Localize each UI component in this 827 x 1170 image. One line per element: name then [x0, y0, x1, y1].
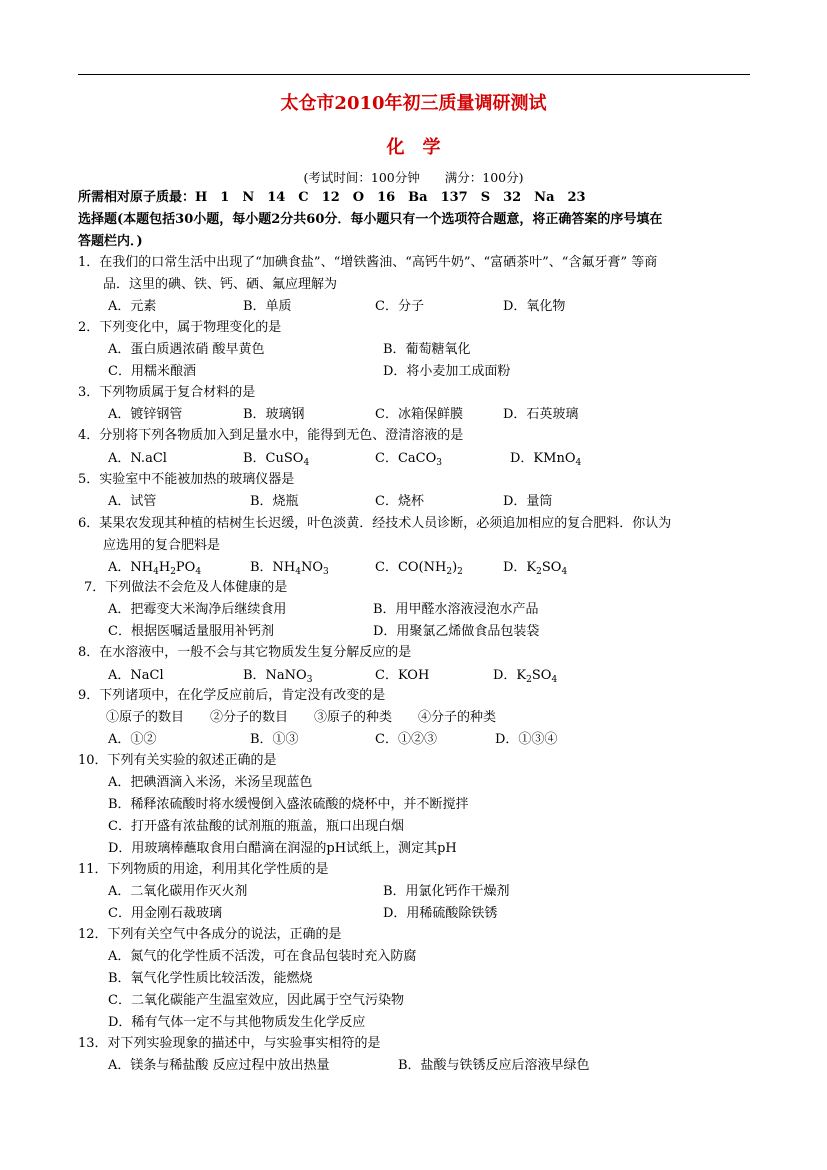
formula-part: PO	[175, 560, 196, 575]
formula-part: SO	[541, 560, 562, 575]
q9-option-a: A．①②	[108, 732, 157, 747]
q3-option-a: A．镀锌钢管	[108, 407, 183, 422]
subscript: 3	[436, 458, 442, 468]
q2-option-c: C．用糯米酿酒	[108, 364, 196, 379]
subscript: 4	[295, 567, 301, 577]
subscript: 3	[323, 567, 329, 577]
q8-option-b	[243, 666, 312, 686]
question-5-stem: 5．实验室中不能被加热的玻璃仪器是	[78, 472, 295, 487]
instructions-line-1: 选择题(本题包括30小题，每小题2分共60分．每小题只有一个选项符合题意，将正确答案的序号填在	[78, 212, 663, 227]
q5-option-d: D．量筒	[503, 494, 553, 509]
instructions-line-2: 答题栏内．)	[78, 234, 143, 249]
q1-option-c: C．分子	[375, 299, 424, 314]
q4-option-b-text: B．CuSO	[243, 451, 304, 466]
q8-option-d	[493, 666, 557, 686]
q10-option-c: C．打开盛有浓盐酸的试剂瓶的瓶盖，瓶口出现白烟	[108, 819, 404, 834]
q6-option-c-text: C．CO(NH	[375, 560, 447, 575]
subscript: 2	[446, 567, 453, 577]
subscript: 4	[551, 675, 558, 685]
q10-option-b: B．稀释浓硫酸时将水缓慢倒入盛浓硫酸的烧杯中，并不断搅拌	[108, 797, 469, 812]
q4-option-d	[510, 449, 581, 469]
subscript: 4	[575, 458, 582, 468]
q13-option-b: B．盐酸与铁锈反应后溶液早绿色	[398, 1058, 590, 1073]
q1-option-d: D．氧化物	[503, 299, 566, 314]
header-rule	[78, 74, 750, 75]
question-8-stem: 8．在水溶液中，一般不会与其它物质发生复分解反应的是	[78, 645, 412, 660]
q6-option-c: C．$CO(NH_2)_2$	[375, 560, 463, 577]
q7-option-a: A．把霉变大米淘净后继续食用	[108, 602, 287, 617]
question-9-stem: 9．下列诸项中，在化学反应前后，肯定没有改变的是	[78, 688, 386, 703]
q4-option-d-text: D．KMnO	[510, 451, 576, 466]
question-2-stem: 2．下列变化中，属于物理变化的是	[78, 320, 282, 335]
q12-option-d: D．稀有气体一定不与其他物质发生化学反应	[108, 1015, 366, 1030]
subscript: 4	[561, 567, 568, 577]
q11-option-b: B．用氯化钙作干燥剂	[383, 884, 510, 899]
q8-option-d-text: D．K	[493, 668, 527, 683]
question-6-stem: 6．某果农发现其种植的桔树生长迟缓，叶色淡黄．经技术人员诊断，必须追加相应的复合肥料．你认为	[78, 516, 672, 531]
q9-option-d: D．①③④	[495, 732, 558, 747]
q12-option-c: C．二氧化碳能产生温室效应，因此属于空气污染物	[108, 993, 404, 1008]
q6-option-b	[250, 558, 329, 578]
q9-option-b: B．①③	[250, 732, 299, 747]
q5-option-a: A．试管	[108, 494, 157, 509]
q1-option-b: B．单质	[243, 299, 292, 314]
page-title: 太仓市2010年初三质量调研测试	[280, 93, 547, 114]
subscript: 3	[306, 675, 313, 685]
q12-option-a: A．氮气的化学性质不活泼，可在食品包装时充入防腐	[108, 949, 417, 964]
question-11-stem: 11．下列物质的用途，利用其化学性质的是	[78, 862, 329, 877]
question-12-stem: 12．下列有关空气中各成分的说法，正确的是	[78, 927, 342, 942]
q8-option-c: C．KOH	[375, 668, 430, 683]
question-9-items: ①原子的数目 ②分子的数目 ③原子的种类 ④分子的种类	[106, 710, 497, 725]
subscript: 2	[457, 567, 463, 577]
subscript: 4	[303, 458, 310, 468]
formula-part: SO	[531, 668, 552, 683]
q6-option-a: A．$NH_4H_2PO_4$	[108, 560, 202, 577]
q7-option-b: B．用甲醛水溶液浸泡水产品	[373, 602, 539, 617]
question-13-stem: 13．对下列实验现象的描述中，与实验事实相符的是	[78, 1036, 381, 1051]
q6-option-d	[503, 558, 567, 578]
q3-option-b: B．玻璃钢	[243, 407, 305, 422]
q7-option-c: C．根据医嘱适量服用补钙剂	[108, 624, 274, 639]
question-6-stem-cont: 应选用的复合肥料是	[103, 538, 221, 553]
q5-option-c: C．烧杯	[375, 494, 424, 509]
q13-option-a: A．镁条与稀盐酸 反应过程中放出热量	[108, 1058, 330, 1073]
question-1-stem-cont: 品．这里的碘、铁、钙、硒、氟应理解为	[103, 277, 338, 292]
q2-option-d: D．将小麦加工成面粉	[383, 364, 511, 379]
q11-option-c: C．用金刚石裁玻璃	[108, 906, 222, 921]
question-7-stem: 7．下列做法不会危及人体健康的是	[84, 580, 288, 595]
q7-option-d: D．用聚氯乙烯做食品包装袋	[373, 624, 540, 639]
q2-option-b: B．葡萄糖氧化	[383, 342, 471, 357]
q4-option-b	[243, 449, 309, 469]
subscript: 2	[526, 675, 532, 685]
formula-part: NO	[301, 560, 324, 575]
subscript: 4	[153, 567, 159, 577]
q8-option-a: A．NaCl	[108, 668, 164, 683]
q6-option-d-text: D．K	[503, 560, 537, 575]
q3-option-c: C．冰箱保鲜膜	[375, 407, 463, 422]
question-3-stem: 3．下列物质属于复合材料的是	[78, 385, 256, 400]
q6-option-b-text: B．NH	[250, 560, 296, 575]
q6-option-a-text: A．NH	[108, 560, 154, 575]
q5-option-b: B．烧瓶	[250, 494, 299, 509]
subscript: 2	[536, 567, 542, 577]
exam-info: (考试时间：100分钟 满分：100分)	[303, 170, 524, 185]
q4-option-c-text: C．CaCO	[375, 451, 437, 466]
subscript: 2	[170, 567, 176, 577]
q11-option-a: A．二氧化碳用作灭火剂	[108, 884, 248, 899]
q4-option-c	[375, 449, 442, 469]
q1-option-a: A．元素	[108, 299, 157, 314]
q9-option-c: C．①②③	[375, 732, 437, 747]
q10-option-d: D．用玻璃棒蘸取食用白醋滴在润湿的pH试纸上，测定其pH	[108, 841, 457, 856]
q11-option-d: D．用稀硫酸除铁锈	[383, 906, 498, 921]
q3-option-d: D．石英玻璃	[503, 407, 579, 422]
q4-option-a: A．N.aCl	[108, 451, 167, 466]
q10-option-a: A．把碘酒滴入米汤，米汤呈现蓝色	[108, 775, 313, 790]
atomic-masses: 所需相对原子质最：H 1 N 14 C 12 O 16 Ba 137 S 32 Na 23	[78, 190, 586, 205]
question-4-stem: 4．分别将下列各物质加入到足量水中，能得到无色、澄清溶液的是	[78, 428, 464, 443]
q8-option-b-text: B．NaNO	[243, 668, 307, 683]
subscript: 4	[195, 567, 202, 577]
subject-title: 化学	[386, 137, 459, 158]
question-10-stem: 10．下列有关实验的叙述正确的是	[78, 753, 277, 768]
q2-option-a: A．蛋白质遇浓硝 酸早黄色	[108, 342, 265, 357]
question-1-stem: 1．在我们的口常生活中出现了“加碘食盐”、“增铁酱油、“高钙牛奶”、“富硒茶叶”、“含氟牙膏” 等商	[78, 255, 658, 270]
q12-option-b: B．氧气化学性质比较活泼，能燃烧	[108, 971, 313, 986]
